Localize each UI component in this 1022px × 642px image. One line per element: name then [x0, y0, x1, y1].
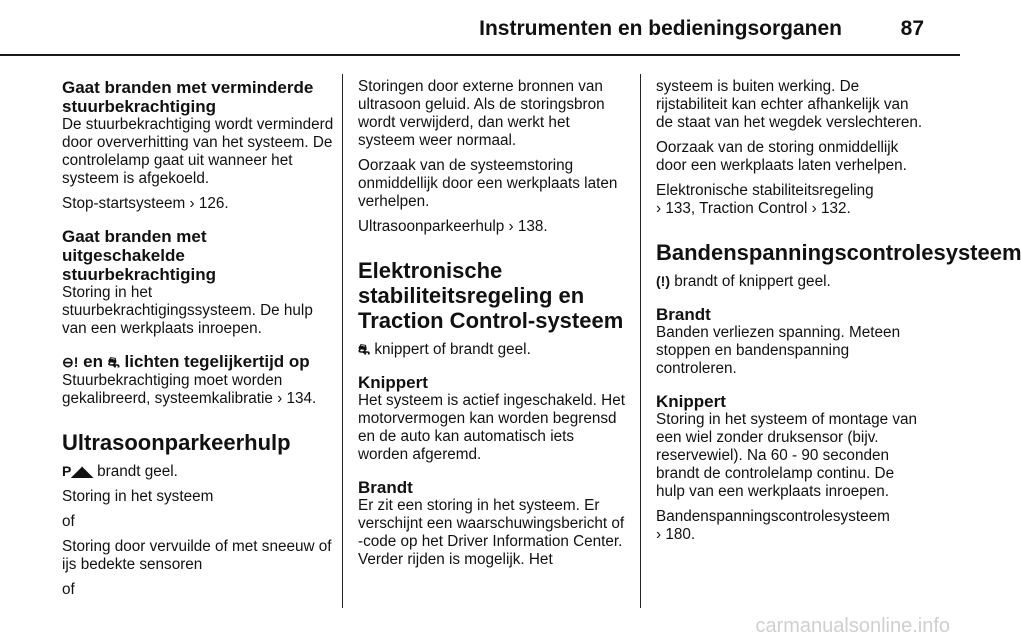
heading-steering-off: Gaat branden met uitgeschakelde stuurbekrachtiging — [62, 227, 216, 284]
cross-reference: Ultrasoonparkeerhulp › 138. — [358, 218, 548, 235]
cross-reference: Bandenspanningscontrolesysteem › 180. — [656, 508, 890, 543]
esc-icon: ⛐ — [358, 341, 371, 357]
tire-pressure-icon: (!) — [656, 273, 670, 289]
paragraph: Het systeem is actief ingeschakeld. Het motorvermogen kan worden begrensd en de auto kan automatisch iets worden afgeremd. — [358, 392, 625, 463]
paragraph: Storingen door externe bronnen van ultrasoon geluid. Als de storingsbron wordt verwijderd, dan werkt het systeem weer normaal. — [358, 78, 605, 149]
heading-flashing: Knippert — [358, 373, 428, 392]
heading-reduced-steering: Gaat branden met verminderde stuurbekrachtiging — [62, 78, 314, 116]
heading-esc-tc: Elektronische stabiliteitsregeling en Traction Control-systeem — [358, 258, 624, 333]
ref-arrow-icon: › — [189, 195, 195, 212]
ref-arrow-icon: › — [656, 200, 662, 217]
paragraph: Oorzaak van de storing onmiddellijk door een werkplaats laten verhelpen. — [656, 139, 907, 174]
paragraph: Storing door vervuilde of met sneeuw of ijs bedekte sensoren — [62, 538, 332, 573]
column-2 — [358, 78, 626, 569]
heading-flashing: Knippert — [656, 392, 726, 411]
ref-arrow-icon: › — [277, 390, 283, 407]
paragraph: Storing in het stuurbekrachtigingssysteem. De hulp van een werkplaats inroepen. — [62, 284, 313, 337]
page-header — [0, 0, 960, 56]
page-number: 87 — [900, 17, 924, 40]
cross-reference: Elektronische stabiliteitsregeling › 133, Traction Control › 132. — [656, 182, 874, 217]
paragraph: of — [62, 513, 75, 530]
page-title: Instrumenten en bedieningsorganen — [479, 17, 842, 40]
column-3 — [656, 78, 1022, 544]
paragraph: Oorzaak van de systeemstoring onmiddellijk door een werkplaats laten verhelpen. — [358, 157, 618, 210]
paragraph: Storing in het systeem — [62, 488, 214, 505]
column-divider-1 — [342, 74, 343, 608]
ref-arrow-icon: › — [656, 526, 662, 543]
page-ref-link[interactable]: 134. — [286, 390, 317, 407]
ref-arrow-icon: › — [811, 200, 817, 217]
paragraph: Storing in het systeem of montage van een wiel zonder druksensor (bijv. reservewiel). Na 60 - 90 seconden brandt de controlelamp continu. De hulp van een werkplaats inroepen. — [656, 411, 918, 500]
cross-reference: Stop-startsysteem › 126. — [62, 195, 229, 212]
heading-parking-assist: Ultrasoonparkeerhulp — [62, 430, 291, 455]
page-ref-link[interactable]: 133, Traction Control — [665, 200, 808, 217]
paragraph: ⛐ knippert of brandt geel. — [358, 341, 531, 358]
page-ref-link[interactable]: 132. — [820, 200, 851, 217]
ref-arrow-icon: › — [508, 218, 514, 235]
paragraph: systeem is buiten werking. De rijstabiliteit kan echter afhankelijk van de staat van het wegdek verslechteren. — [656, 78, 923, 131]
heading-lights-simultaneous: ⊖! en ⛐ lichten tegelijkertijd op — [62, 352, 310, 371]
page-ref-link[interactable]: 180. — [665, 526, 696, 543]
heading-lit: Brandt — [656, 305, 711, 324]
paragraph: of — [62, 581, 75, 598]
paragraph: Stuurbekrachtiging moet worden gekalibreerd, systeemkalibratie › 134. — [62, 372, 317, 407]
paragraph: De stuurbekrachtiging wordt verminderd door oververhitting van het systeem. De controlelamp gaat uit wanneer het systeem is afgekoeld. — [62, 116, 334, 187]
steering-warning-icon: ⊖! — [62, 354, 79, 370]
header-divider — [0, 54, 960, 56]
esc-icon: ⛐ — [107, 354, 120, 370]
watermark: carmanualsonline.info — [755, 615, 950, 637]
parking-assist-icon: P◢◣ — [62, 463, 93, 479]
heading-lit: Brandt — [358, 478, 413, 497]
paragraph: P◢◣ brandt geel. — [62, 463, 178, 480]
heading-tpms: Bandenspanningscontrolesysteem — [656, 240, 1022, 265]
page-ref-link[interactable]: 138. — [517, 218, 548, 235]
page-ref-link[interactable]: 126. — [198, 195, 229, 212]
paragraph: Er zit een storing in het systeem. Er verschijnt een waarschuwingsbericht of -code op het Driver Information Center. Verder rijden is mogelijk. Het — [358, 497, 625, 568]
paragraph: (!) brandt of knippert geel. — [656, 273, 831, 290]
column-divider-2 — [640, 74, 641, 608]
paragraph: Banden verliezen spanning. Meteen stoppen en bandenspanning controleren. — [656, 324, 901, 377]
column-1 — [62, 78, 334, 599]
